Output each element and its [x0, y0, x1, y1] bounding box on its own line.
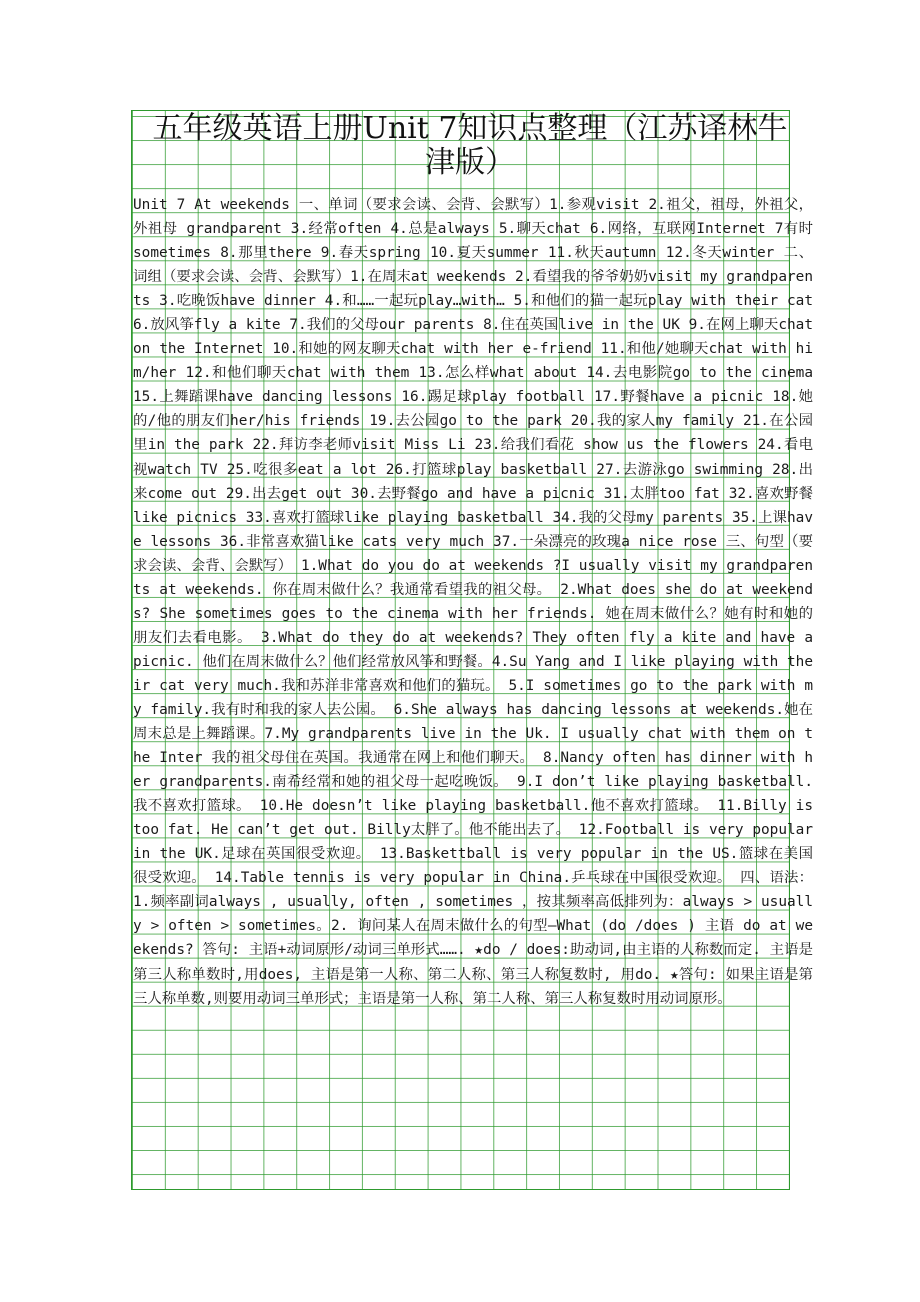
document-title: 五年级英语上册Unit 7知识点整理（江苏译林牛津版） — [152, 111, 788, 180]
document-body: Unit 7 At weekends 一、单词（要求会读、会背、会默写）1.参观visit 2.祖父，祖母，外祖父，外祖母 grandparent 3.经常often 4.总是always 5.聊天chat 6.网络，互联网Internet 7有时 sometimes 8.那里there 9.春天spring 10.夏天summer 11.秋天autumn 12.冬天winter 二、词组（要求会读、会背、会默写）1.在周末at weekends 2.看望我的爷爷奶奶visit my grandparents 3.吃晚饭have dinner 4.和……一起玩play…with… 5.和他们的猫一起玩play with their cat 6.放风筝fly a kite 7.我们的父母our parents 8.住在英国live in the UK 9.在网上聊天chat on the Internet 10.和她的网友聊天chat with her e-friend 11.和他/她聊天chat with him/her 12.和他们聊天chat with them 13.怎么样what about 14.去电影院go to the cinema 15.上舞蹈课have dancing lessons 16.踢足球play football 17.野餐have a picnic 18.她的/他的朋友们her/his friends 19.去公园go to the park 20.我的家人my family 21.在公园里in the park 22.拜访李老师visit Miss Li 23.给我们看花 show us the flowers 24.看电视watch TV 25.吃很多eat a lot 26.打篮球play basketball 27.去游泳go swimming 28.出来come out 29.出去get out 30.去野餐go and have a picnic 31.太胖too fat 32.喜欢野餐like picnics 33.喜欢打篮球like playing basketball 34.我的父母my parents 35.上课have lessons 36.非常喜欢猫like cats very much 37.一朵漂亮的玫瑰a nice rose 三、句型（要求会读、会背、会默写） 1.What do you do at weekends ?I usually visit my grandparents at weekends. 你在周末做什么？我通常看望我的祖父母。 2.What does she do at weekends? She sometimes goes to the cinema with her friends. 她在周末做什么？她有时和她的朋友们去看电影。 3.What do they do at weekends? They often fly a kite and have a picnic. 他们在周末做什么？他们经常放风筝和野餐。4.Su Yang and I like playing with their cat very much.我和苏洋非常喜欢和他们的猫玩。 5.I sometimes go to the park with my family.我有时和我的家人去公园。 6.She always has dancing lessons at weekends.她在周末总是上舞蹈课。7.My grandparents live in the Uk. I usually chat with them on the Inter 我的祖父母住在英国。我通常在网上和他们聊天。 8.Nancy often has dinner with her grandparents.南希经常和她的祖父母一起吃晚饭。 9.I don’t like playing basketball.我不喜欢打篮球。 10.He doesn’t like playing basketball.他不喜欢打篮球。 11.Billy is too fat. He can’t get out. Billy太胖了。他不能出去了。 12.Football is very popular in the UK.足球在英国很受欢迎。 13.Baskettball is very popular in the US.篮球在美国很受欢迎。 14.Table tennis is very popular in China.乒乓球在中国很受欢迎。 四、语法：1.频率副词always , usually, often , sometimes ，按其频率高低排列为：always > usually > often > sometimes。2. 询问某人在周末做什么的句型—What (do /does ) 主语 do at weekends? 答句: 主语+动词原形/动词三单形式……. ★do / does:助动词,由主语的人称数而定. 主语是第三人称单数时,用does, 主语是第一人称、第二人称、第三人称复数时, 用do. ★答句: 如果主语是第三人称单数,则要用动词三单形式；主语是第一人称、第二人称、第三人称复数时用动词原形。 — [133, 197, 813, 1007]
